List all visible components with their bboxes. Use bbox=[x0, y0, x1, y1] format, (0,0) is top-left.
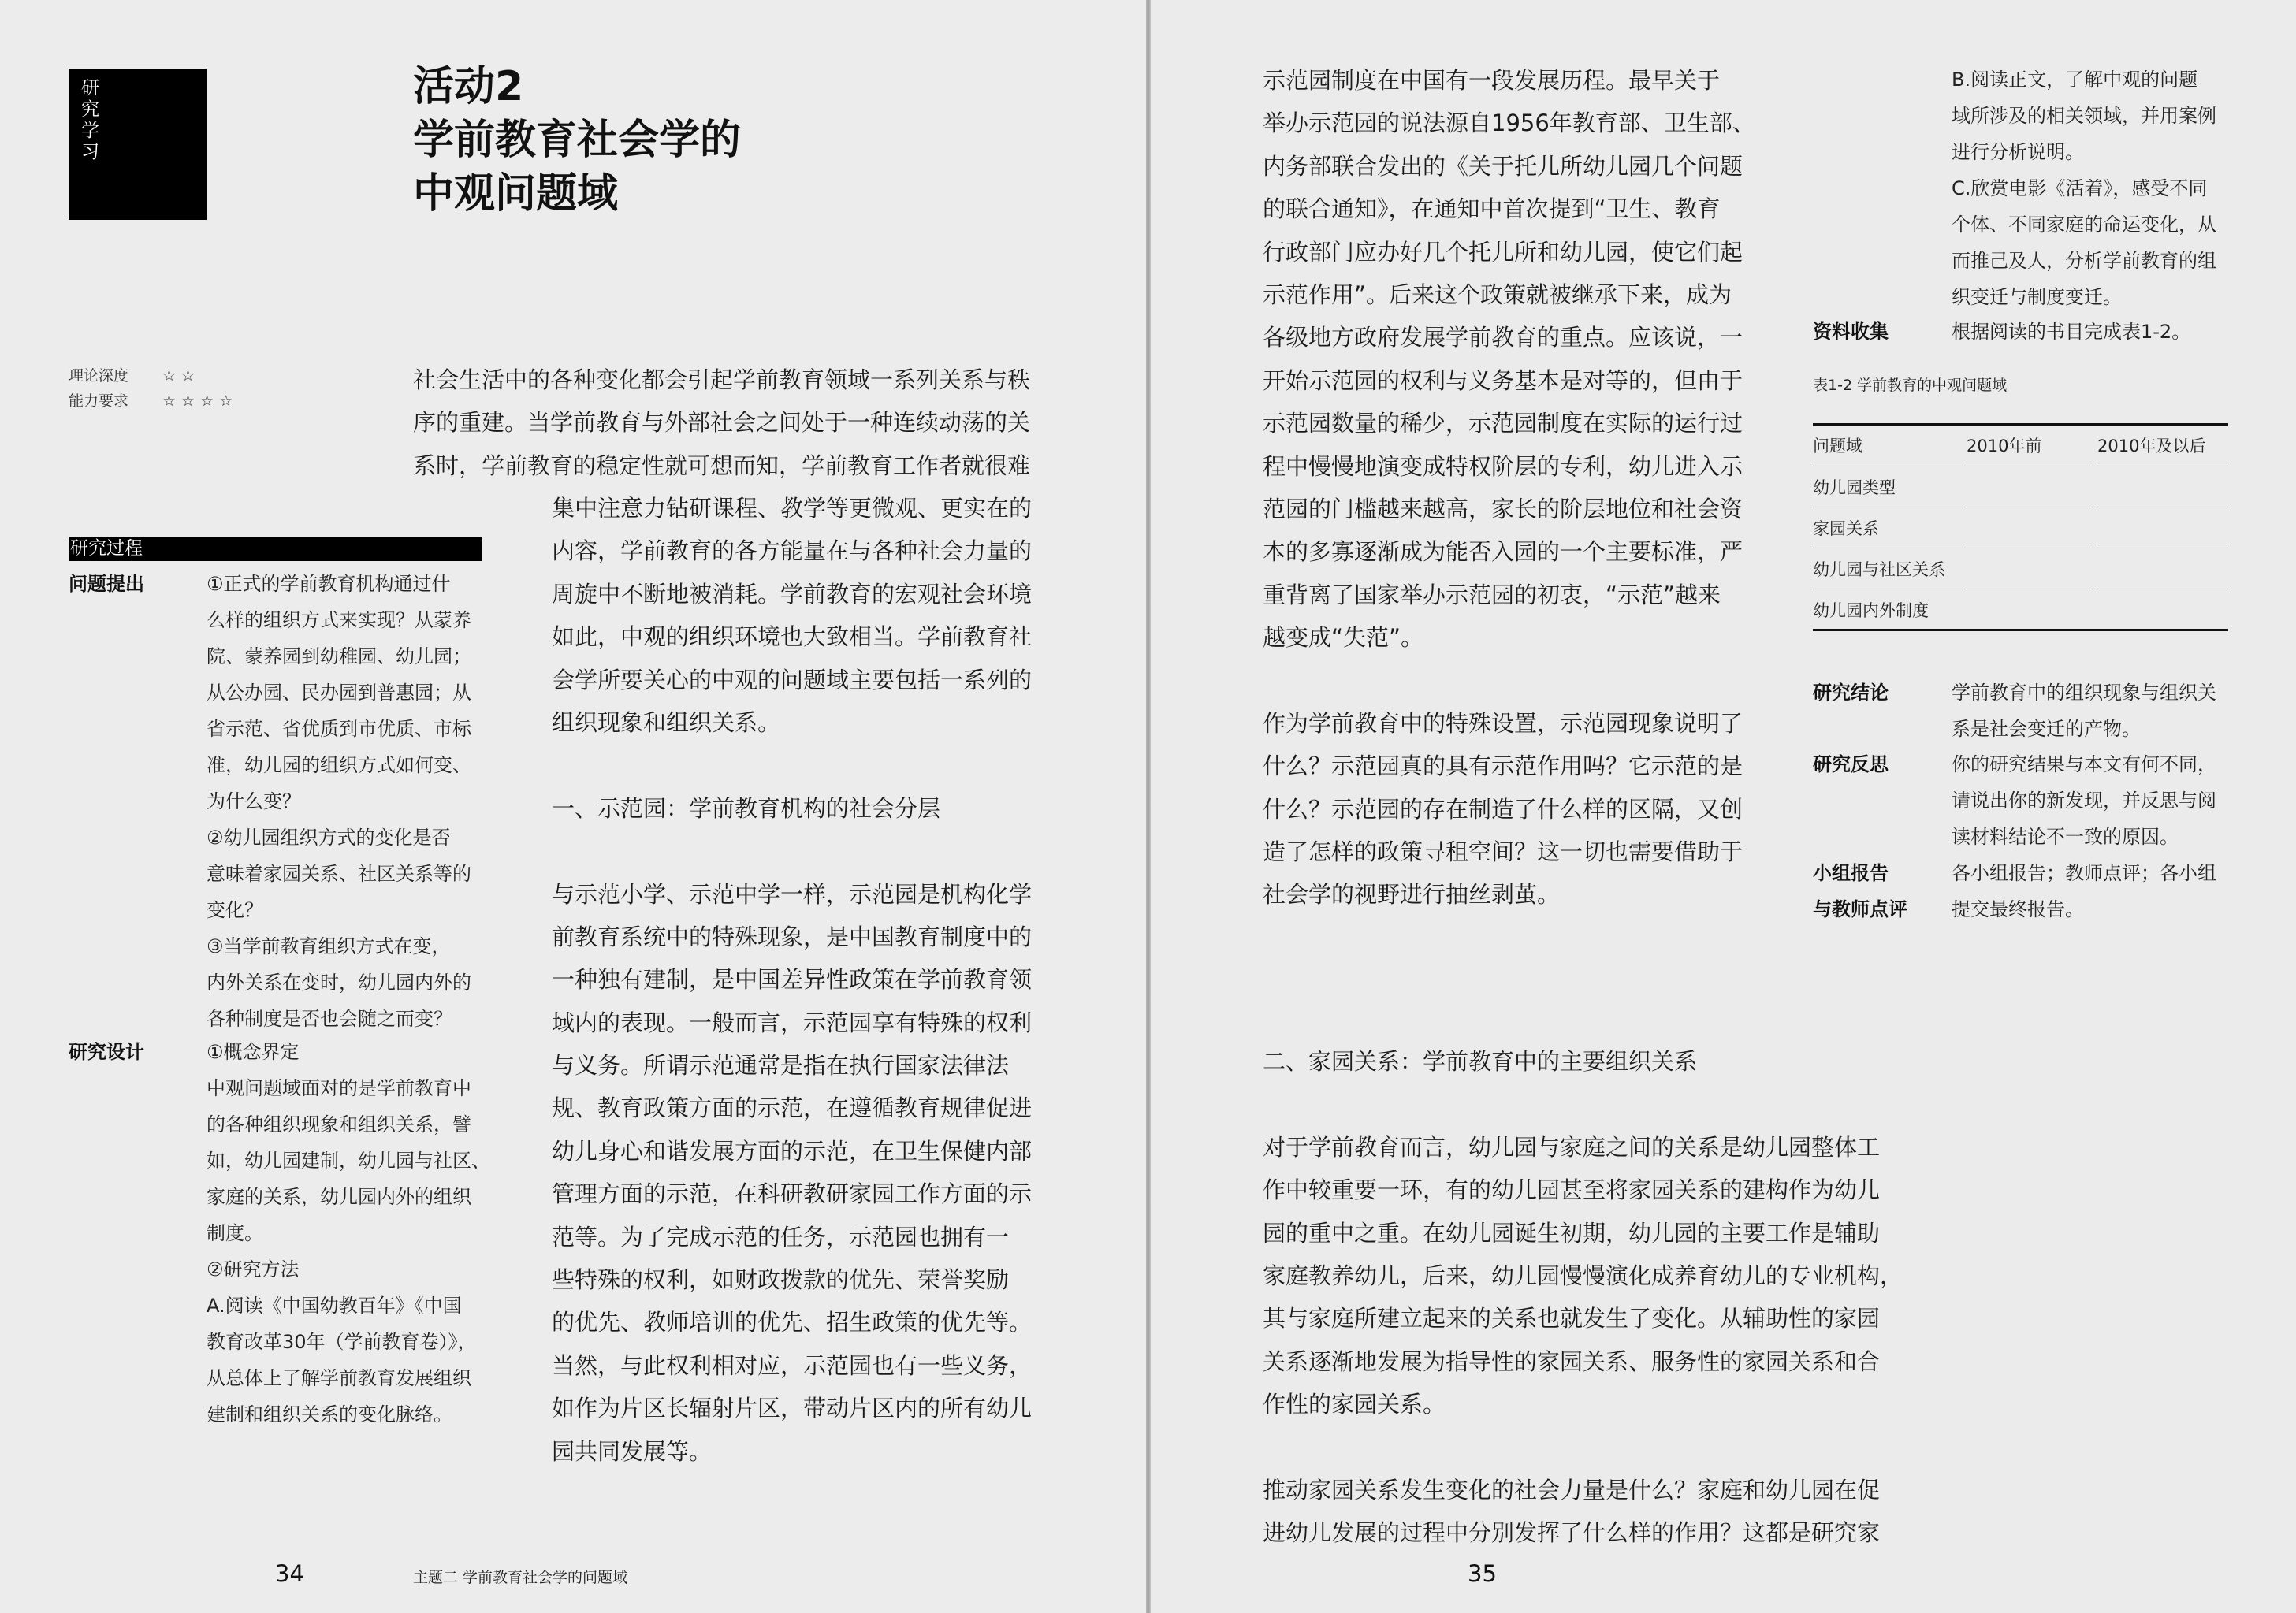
text-line: 作为学前教育中的特殊设置，示范园现象说明了 bbox=[1263, 709, 1743, 737]
text-line: 会学所要关心的中观的问题域主要包括一系列的 bbox=[552, 666, 1033, 693]
text-line: 意味着家园关系、社区关系等的 bbox=[207, 863, 471, 885]
activity-number: 活动2 bbox=[413, 63, 524, 110]
page-number-left: 34 bbox=[275, 1560, 304, 1587]
research-conclusion-label: 研究结论 bbox=[1813, 682, 1889, 704]
blank-line bbox=[1263, 1426, 1903, 1469]
ability-requirement-label: 能力要求 bbox=[69, 392, 129, 410]
text-line: 省示范、省优质到市优质、市标 bbox=[207, 718, 471, 740]
text-line: 读材料结论不一致的原因。 bbox=[1952, 826, 2179, 848]
text-line: 从公办园、民办园到普惠园；从 bbox=[207, 682, 471, 704]
text-line: 如作为片区长辐射片区，带动片区内的所有幼儿 bbox=[552, 1395, 1033, 1422]
badge-text: 研究学习 bbox=[81, 78, 99, 162]
text-line: 进行分析说明。 bbox=[1952, 141, 2084, 163]
text-line: 准，幼儿园的组织方式如何变、 bbox=[207, 754, 471, 776]
text-line: 什么？示范园的存在制造了什么样的区隔，又创 bbox=[1263, 795, 1743, 823]
table-header-cell: 2010年及以后 bbox=[2097, 437, 2206, 455]
text-line: 序的重建。当学前教育与外部社会之间处于一种连续动荡的关 bbox=[413, 409, 1031, 437]
text-line: ①正式的学前教育机构通过什 bbox=[207, 573, 451, 595]
text-line: 提交最终报告。 bbox=[1952, 898, 2084, 920]
text-line: 什么？示范园真的具有示范作用吗？它示范的是 bbox=[1263, 753, 1743, 780]
text-line: ②研究方法 bbox=[207, 1258, 300, 1280]
blank-line bbox=[1263, 1083, 1903, 1125]
text-line: 推动家园关系发生变化的社会力量是什么？家庭和幼儿园在促 bbox=[1263, 1476, 1881, 1503]
table-caption: 表1-2 学前教育的中观问题域 bbox=[1813, 377, 2008, 394]
text-line: 么样的组织方式来实现？从蒙养 bbox=[207, 609, 471, 631]
text-line: 对于学前教育而言，幼儿园与家庭之间的关系是幼儿园整体工 bbox=[1263, 1133, 1881, 1161]
page-number-right: 35 bbox=[1468, 1560, 1497, 1587]
text-line: 如此，中观的组织环境也大致相当。学前教育社 bbox=[552, 623, 1033, 651]
text-line: 学前教育中的组织现象与组织关 bbox=[1952, 682, 2216, 704]
text-line: 为什么变？ bbox=[207, 790, 301, 812]
text-line: 家庭的关系，幼儿园内外的组织 bbox=[207, 1186, 471, 1208]
text-line: 根据阅读的书目完成表1-2。 bbox=[1952, 321, 2191, 343]
text-line: 家庭教养幼儿，后来，幼儿园慢慢演化成养育幼儿的专业机构， bbox=[1263, 1262, 1903, 1289]
text-line: ③当学前教育组织方式在变， bbox=[207, 935, 451, 957]
text-line: 举办示范园的说法源自1956年教育部、卫生部、 bbox=[1263, 110, 1755, 137]
group-report-text bbox=[1952, 855, 2216, 927]
text-line: 一种独有建制，是中国差异性政策在学前教育领 bbox=[552, 966, 1033, 994]
table-header-cell: 2010年前 bbox=[1967, 437, 2042, 455]
text-line: 你的研究结果与本文有何不同， bbox=[1952, 753, 2216, 775]
text-line: 建制和组织关系的变化脉络。 bbox=[207, 1403, 452, 1425]
text-line: 变化？ bbox=[207, 899, 263, 921]
text-line: 各小组报告；教师点评；各小组 bbox=[1952, 862, 2216, 884]
text-line: 内外关系在变时，幼儿园内外的 bbox=[207, 972, 471, 994]
method-reading-text bbox=[1952, 61, 2216, 315]
section-heading-demonstration-kindergarten: 一、示范园：学前教育机构的社会分层 bbox=[552, 794, 941, 822]
text-line: 制度。 bbox=[207, 1222, 263, 1244]
table-header-cell: 问题域 bbox=[1813, 437, 1862, 455]
text-line: 作中较重要一环，有的幼儿园甚至将家园关系的建构作为幼儿 bbox=[1263, 1176, 1881, 1204]
text-line: 程中慢慢地演变成特权阶层的专利，幼儿进入示 bbox=[1263, 452, 1743, 480]
text-line: 进幼儿发展的过程中分别发挥了什么样的作用？这都是研究家 bbox=[1263, 1519, 1881, 1547]
text-line: 造了怎样的政策寻租空间？这一切也需要借助于 bbox=[1263, 838, 1743, 866]
text-line: 中观问题域面对的是学前教育中 bbox=[207, 1077, 471, 1099]
data-collection-label: 资料收集 bbox=[1813, 321, 1889, 343]
theory-depth-stars: ☆☆ bbox=[162, 367, 201, 385]
text-line: A.阅读《中国幼教百年》《中国 bbox=[207, 1295, 462, 1317]
text-line: 教育改革30年（学前教育卷）》， bbox=[207, 1331, 477, 1353]
text-line: ②幼儿园组织方式的变化是否 bbox=[207, 827, 451, 849]
problem-raising-text bbox=[207, 566, 471, 1037]
intro-paragraph bbox=[413, 359, 1030, 487]
text-line: ①概念界定 bbox=[207, 1041, 300, 1063]
text-line: 当然，与此权利相对应，示范园也有一些义务， bbox=[552, 1351, 1033, 1379]
meso-issues-table bbox=[1813, 423, 2228, 631]
text-line: 范园的门槛越来越高，家长的阶层地位和社会资 bbox=[1263, 495, 1743, 522]
text-line: 越变成“失范”。 bbox=[1263, 624, 1424, 652]
text-line: 内务部联合发出的《关于托儿所幼儿园几个问题 bbox=[1263, 152, 1743, 180]
text-line: 集中注意力钻研课程、教学等更微观、更实在的 bbox=[552, 495, 1033, 522]
text-line: 管理方面的示范，在科研教研家园工作方面的示 bbox=[552, 1180, 1033, 1208]
running-head: 主题二 学前教育社会学的问题域 bbox=[413, 1569, 628, 1586]
text-line: 园的重中之重。在幼儿园诞生初期，幼儿园的主要工作是辅助 bbox=[1263, 1219, 1881, 1247]
table-row bbox=[1813, 548, 2228, 589]
text-line: 关系逐渐地发展为指导性的家园关系、服务性的家园关系和合 bbox=[1263, 1347, 1881, 1375]
text-line: 的优先、教师培训的优先、招生政策的优先等。 bbox=[552, 1309, 1033, 1336]
text-line: 域内的表现。一般而言，示范园享有特殊的权利 bbox=[552, 1009, 1033, 1036]
blank-line bbox=[1263, 659, 1755, 701]
home-school-relations-text bbox=[1263, 1040, 1903, 1555]
theory-depth-label: 理论深度 bbox=[69, 367, 129, 385]
text-line: 而推己及人，分析学前教育的组 bbox=[1952, 250, 2216, 272]
activity-title-line-1: 学前教育社会学的 bbox=[413, 117, 742, 164]
text-line: 织变迁与制度变迁。 bbox=[1952, 286, 2122, 308]
blank-line bbox=[552, 744, 1032, 786]
ability-requirement-stars: ☆☆☆☆ bbox=[162, 392, 239, 410]
text-line: 个体、不同家庭的命运变化，从 bbox=[1952, 214, 2216, 236]
data-collection-text bbox=[1952, 314, 2190, 350]
main-body-text bbox=[552, 487, 1032, 1473]
problem-raising-label: 问题提出 bbox=[69, 573, 144, 595]
text-line: C.欣赏电影《活着》，感受不同 bbox=[1952, 177, 2208, 199]
research-conclusion-text bbox=[1952, 675, 2216, 747]
text-line: 各种制度是否也会随之而变？ bbox=[207, 1008, 452, 1030]
table-row bbox=[1813, 589, 2228, 630]
left-page bbox=[0, 0, 1146, 1613]
text-line: 些特殊的权利，如财政拨款的优先、荣誉奖励 bbox=[552, 1266, 1010, 1294]
text-line: 示范园制度在中国有一段发展历程。最早关于 bbox=[1263, 67, 1721, 94]
table-row-label: 幼儿园内外制度 bbox=[1813, 601, 1929, 620]
research-study-badge bbox=[69, 69, 207, 220]
research-process-heading: 研究过程 bbox=[69, 537, 482, 561]
text-line: 从总体上了解学前教育发展组织 bbox=[207, 1367, 471, 1389]
text-line: 行政部门应办好几个托儿所和幼儿园，使它们起 bbox=[1263, 238, 1743, 266]
text-line: 前教育系统中的特殊现象，是中国教育制度中的 bbox=[552, 923, 1033, 950]
text-line: B.阅读正文，了解中观的问题 bbox=[1952, 69, 2198, 91]
text-line: 其与家庭所建立起来的关系也就发生了变化。从辅助性的家园 bbox=[1263, 1305, 1881, 1332]
group-report-label: 小组报告 bbox=[1813, 862, 1889, 884]
text-line: 作性的家园关系。 bbox=[1263, 1391, 1446, 1418]
text-line: 系是社会变迁的产物。 bbox=[1952, 718, 2141, 740]
text-line: 本的多寡逐渐成为能否入园的一个主要标准，严 bbox=[1263, 538, 1743, 566]
text-line: 与示范小学、示范中学一样，示范园是机构化学 bbox=[552, 880, 1033, 908]
text-line: 内容，学前教育的各方能量在与各种社会力量的 bbox=[552, 537, 1033, 565]
text-line: 系时，学前教育的稳定性就可想而知，学前教育工作者就很难 bbox=[413, 452, 1031, 479]
text-line: 示范园数量的稀少，示范园制度在实际的运行过 bbox=[1263, 410, 1743, 437]
text-line: 与义务。所谓示范通常是指在执行国家法律法 bbox=[552, 1052, 1010, 1080]
teacher-comment-label: 与教师点评 bbox=[1813, 898, 1907, 920]
table-row-label: 幼儿园与社区关系 bbox=[1813, 560, 1945, 579]
text-line: 规、教育政策方面的示范，在遵循教育规律促进 bbox=[552, 1095, 1033, 1122]
text-line: 幼儿身心和谐发展方面的示范，在卫生保健内部 bbox=[552, 1137, 1033, 1165]
text-line: 重背离了国家举办示范园的初衷，“示范”越来 bbox=[1263, 581, 1721, 608]
research-reflection-label: 研究反思 bbox=[1813, 753, 1889, 775]
research-design-text bbox=[207, 1034, 490, 1433]
text-line: 周旋中不断地被消耗。学前教育的宏观社会环境 bbox=[552, 580, 1033, 608]
text-line: 园共同发展等。 bbox=[552, 1437, 713, 1465]
table-row bbox=[1813, 507, 2228, 548]
text-line: 院、蒙养园到幼稚园、幼儿园； bbox=[207, 645, 471, 667]
blank-line bbox=[552, 830, 1032, 872]
text-line: 的联合通知》，在通知中首次提到“卫生、教育 bbox=[1263, 195, 1721, 223]
text-line: 的各种组织现象和组织关系，譬 bbox=[207, 1113, 471, 1135]
text-line: 社会学的视野进行抽丝剥茧。 bbox=[1263, 881, 1561, 909]
text-line: 域所涉及的相关领域，并用案例 bbox=[1952, 105, 2216, 127]
table-row-label: 家园关系 bbox=[1813, 519, 1879, 538]
demonstration-history-text bbox=[1263, 59, 1755, 916]
text-line: 各级地方政府发展学前教育的重点。应该说，一 bbox=[1263, 324, 1743, 351]
research-reflection-text bbox=[1952, 746, 2216, 855]
activity-title-line-2: 中观问题域 bbox=[413, 170, 619, 217]
section-heading-home-school-relations: 二、家园关系：学前教育中的主要组织关系 bbox=[1263, 1048, 1698, 1075]
table-row bbox=[1813, 466, 2228, 507]
text-line: 开始示范园的权利与义务基本是对等的，但由于 bbox=[1263, 366, 1743, 394]
text-line: 社会生活中的各种变化都会引起学前教育领域一系列关系与秩 bbox=[413, 366, 1031, 393]
table-row-label: 幼儿园类型 bbox=[1813, 478, 1896, 497]
research-design-label: 研究设计 bbox=[69, 1041, 144, 1063]
text-line: 组织现象和组织关系。 bbox=[552, 708, 781, 736]
text-line: 请说出你的新发现，并反思与阅 bbox=[1952, 790, 2216, 812]
text-line: 示范作用”。后来这个政策就被继承下来，成为 bbox=[1263, 281, 1732, 308]
text-line: 范等。为了完成示范的任务，示范园也拥有一 bbox=[552, 1223, 1010, 1251]
text-line: 如，幼儿园建制，幼儿园与社区、 bbox=[207, 1150, 490, 1172]
